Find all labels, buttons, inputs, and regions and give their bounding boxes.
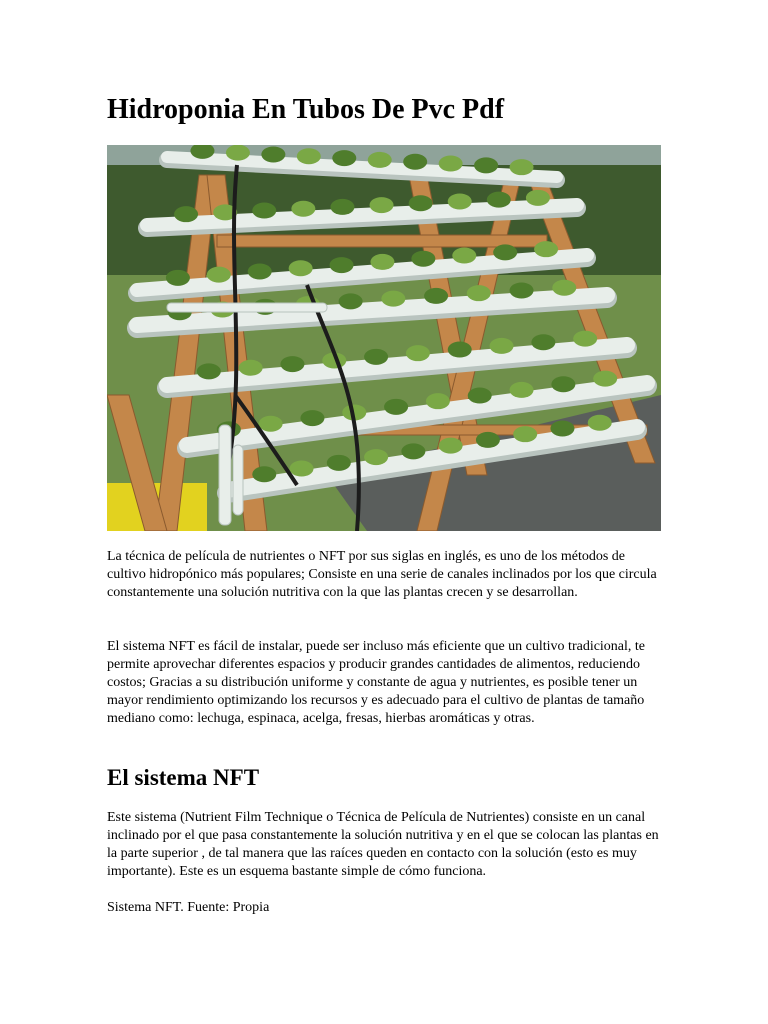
photo-plant [330, 257, 354, 273]
photo-plant [259, 416, 283, 432]
photo-plant [531, 334, 555, 350]
photo-plant [384, 399, 408, 415]
photo-plant [261, 146, 285, 162]
photo-plant [534, 241, 558, 257]
photo-plant [426, 393, 450, 409]
photo-plant [291, 201, 315, 217]
photo-plant [552, 280, 576, 296]
page-title: Hidroponia En Tubos De Pvc Pdf [107, 94, 505, 125]
photo-plant [197, 363, 221, 379]
photo-plant [370, 254, 394, 270]
hydroponic-tower-photo [107, 145, 661, 531]
photo-plant [588, 415, 612, 431]
photo-plant [411, 251, 435, 267]
photo-plant [406, 345, 430, 361]
photo-plant [166, 270, 190, 286]
photo-plant [332, 150, 356, 166]
intro-paragraph: La técnica de película de nutrientes o NFT por sus siglas en inglés, es uno de los métodos de cultivo hidropónico más populares; Consiste en una serie de canales inclinados por los que circula constantemente una solución nutritiva con la que las plantas crecen y se desarrollan. [107, 549, 657, 600]
photo-plant [493, 244, 517, 260]
photo-plant [424, 288, 448, 304]
photo-plant [448, 342, 472, 358]
photo-plant [252, 203, 276, 219]
photo-plant [510, 382, 534, 398]
photo-plant [174, 206, 198, 222]
photo-plant [573, 331, 597, 347]
photo-plant [226, 145, 250, 161]
photo-plant [381, 291, 405, 307]
photo-plant [364, 349, 388, 365]
photo-plant [510, 282, 534, 298]
photo-plant [401, 443, 425, 459]
photo-plant [468, 388, 492, 404]
photo-plant [487, 192, 511, 208]
photo-plant [550, 420, 574, 436]
photo-plant [339, 293, 363, 309]
photo-plant [280, 356, 304, 372]
photo-plant [409, 195, 433, 211]
figure-caption: Sistema NFT. Fuente: Propia [107, 900, 270, 915]
photo-plant [330, 199, 354, 215]
photo-plant [289, 260, 313, 276]
photo-plant [476, 432, 500, 448]
photo-plant [467, 285, 491, 301]
section-heading: El sistema NFT [107, 765, 260, 790]
photo-plant [248, 263, 272, 279]
photo-plant [207, 267, 231, 283]
photo-plant [239, 360, 263, 376]
photo-plant [290, 461, 314, 477]
photo-plant [403, 154, 427, 170]
photo-plant [448, 193, 472, 209]
photo-plant [474, 157, 498, 173]
photo-plant [300, 410, 324, 426]
benefits-paragraph: El sistema NFT es fácil de instalar, puede ser incluso más eficiente que un cultivo tradicional, te permite aprovechar diferentes espacios y producir grandes cantidades de alimentos, reduciendo costos; Gracias a su distribución uniforme y constante de agua y nutrientes, es posible tener un mayor rendimiento optimizando los recursos y es adecuado para el cultivo de plantas de tamaño mediano como: lechuga, espinaca, acelga, fresas, hierbas aromáticas y otras. [107, 639, 646, 726]
photo-plant [252, 466, 276, 482]
description-paragraph: Este sistema (Nutrient Film Technique o Técnica de Película de Nutrientes) consiste en un canal inclinado por el que pasa constantemente la solución nutritiva y en el que se colocan las plantas en la parte superior , de tal manera que las raíces queden en contacto con la solución (esto es muy importante). Este es un esquema bastante simple de cómo funciona. [107, 810, 659, 879]
photo-plant [510, 159, 534, 175]
photo-plant [327, 455, 351, 471]
photo-plant [370, 197, 394, 213]
photo-plant [368, 152, 392, 168]
photo-plant [439, 156, 463, 172]
photo-plant [364, 449, 388, 465]
photo-plant [490, 338, 514, 354]
photo-plant [439, 438, 463, 454]
photo-plant [452, 248, 476, 264]
photo-plant [593, 371, 617, 387]
photo-plant [526, 190, 550, 206]
photo-plant [551, 376, 575, 392]
photo-plant [513, 426, 537, 442]
photo-plant [297, 148, 321, 164]
